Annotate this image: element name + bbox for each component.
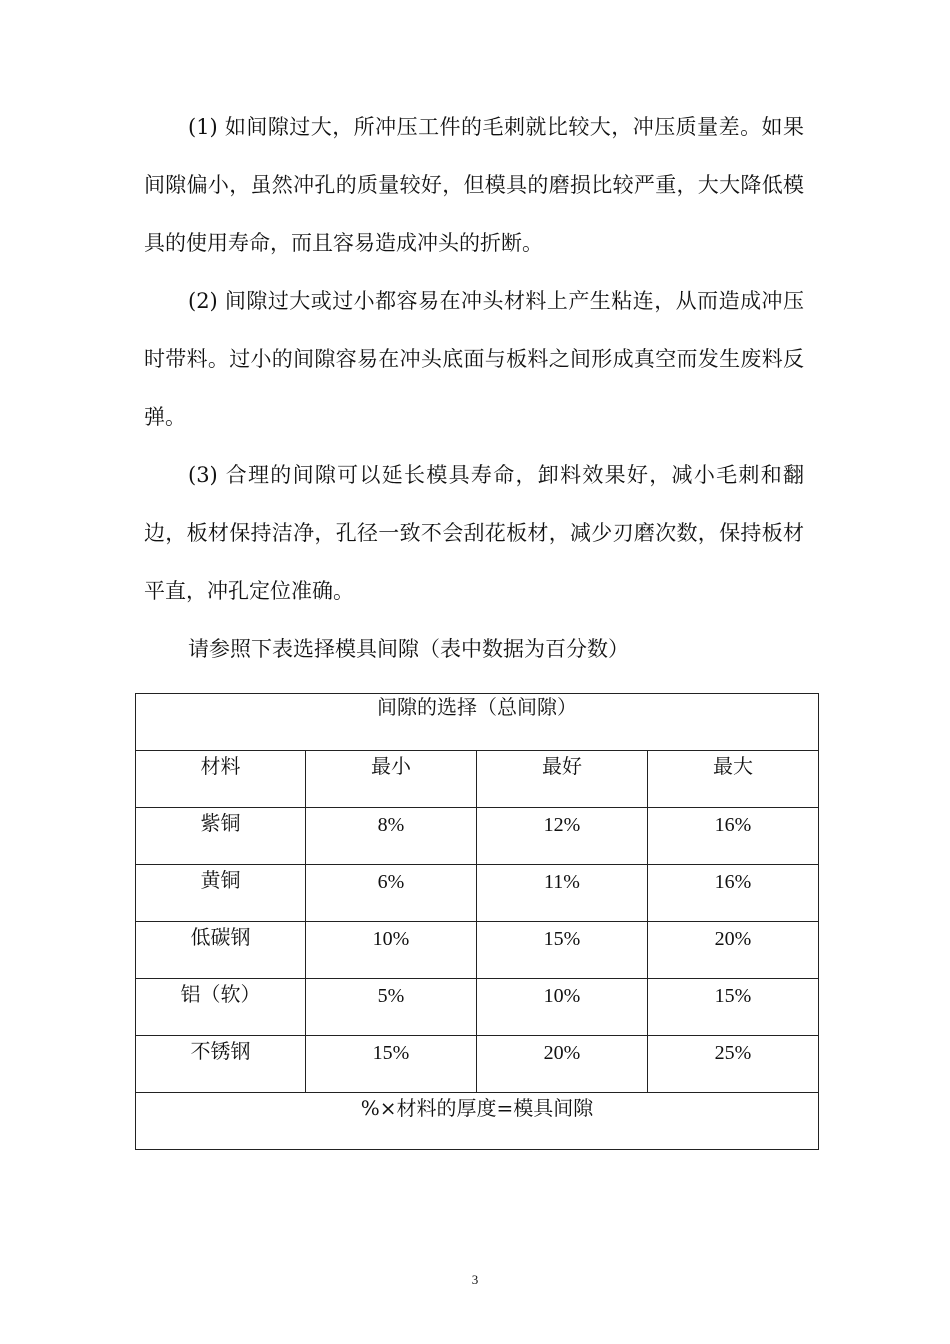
max-cell: 20% bbox=[648, 922, 819, 979]
max-cell: 15% bbox=[648, 979, 819, 1036]
table-title-row bbox=[136, 694, 819, 751]
min-cell: 10% bbox=[306, 922, 477, 979]
min-cell: 5% bbox=[306, 979, 477, 1036]
best-cell: 11% bbox=[477, 865, 648, 922]
table-row bbox=[136, 979, 819, 1036]
column-header-best: 最好 bbox=[477, 751, 648, 808]
min-cell: 15% bbox=[306, 1036, 477, 1093]
min-cell: 8% bbox=[306, 808, 477, 865]
min-cell: 6% bbox=[306, 865, 477, 922]
column-header-min: 最小 bbox=[306, 751, 477, 808]
table-footer-row bbox=[136, 1093, 819, 1150]
max-cell: 16% bbox=[648, 808, 819, 865]
best-cell: 12% bbox=[477, 808, 648, 865]
material-cell: 铝（软） bbox=[136, 979, 306, 1036]
paragraph-2: (2) 间隙过大或过小都容易在冲头材料上产生粘连，从而造成冲压时带料。过小的间隙容易在冲头底面与板料之间形成真空而发生废料反弹。 bbox=[144, 289, 804, 429]
max-cell: 25% bbox=[648, 1036, 819, 1093]
material-cell: 黄铜 bbox=[136, 865, 306, 922]
paragraph-3: (3) 合理的间隙可以延长模具寿命，卸料效果好，减小毛刺和翻边，板材保持洁净，孔径一致不会刮花板材，减少刃磨次数，保持板材平直，冲孔定位准确。 bbox=[144, 463, 804, 603]
table-row bbox=[136, 808, 819, 865]
table-row bbox=[136, 922, 819, 979]
paragraph-1: (1) 如间隙过大，所冲压工件的毛刺就比较大，冲压质量差。如果间隙偏小，虽然冲孔的质量较好，但模具的磨损比较严重，大大降低模具的使用寿命，而且容易造成冲头的折断。 bbox=[144, 115, 804, 255]
clearance-table bbox=[135, 693, 819, 1150]
column-header-max: 最大 bbox=[648, 751, 819, 808]
table-title: 间隙的选择（总间隙） bbox=[136, 694, 819, 751]
max-cell: 16% bbox=[648, 865, 819, 922]
table-intro: 请参照下表选择模具间隙（表中数据为百分数） bbox=[188, 637, 629, 661]
material-cell: 不锈钢 bbox=[136, 1036, 306, 1093]
table-row bbox=[136, 865, 819, 922]
table-header-row bbox=[136, 751, 819, 808]
best-cell: 20% bbox=[477, 1036, 648, 1093]
best-cell: 15% bbox=[477, 922, 648, 979]
page-number: 3 bbox=[471, 1272, 479, 1287]
material-cell: 低碳钢 bbox=[136, 922, 306, 979]
table-footer-formula: %×材料的厚度=模具间隙 bbox=[136, 1093, 819, 1150]
material-cell: 紫铜 bbox=[136, 808, 306, 865]
table-row bbox=[136, 1036, 819, 1093]
best-cell: 10% bbox=[477, 979, 648, 1036]
column-header-material: 材料 bbox=[136, 751, 306, 808]
